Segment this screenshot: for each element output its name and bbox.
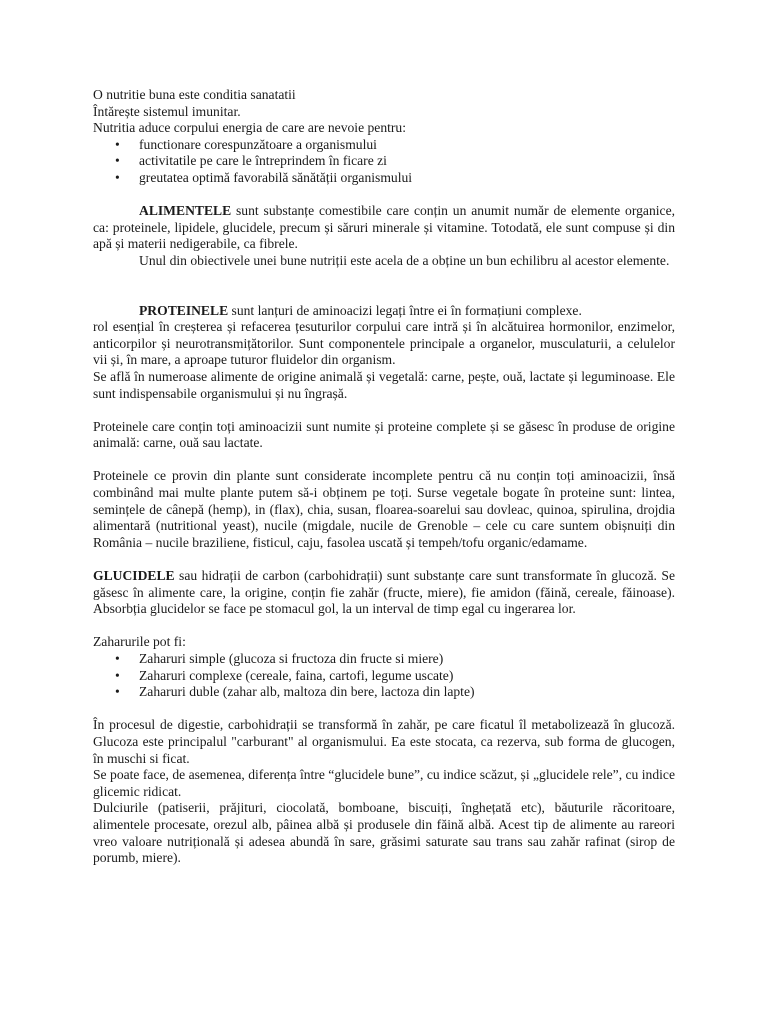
list-item-text: greutatea optimă favorabilă sănătății organismului <box>139 169 413 185</box>
zaharuri-bullet-list <box>93 651 675 701</box>
intro-line-1: O nutritie buna este conditia sanatatii <box>93 87 296 102</box>
list-item <box>93 153 675 170</box>
list-item-text: activitatile pe care le întreprindem în ficare zi <box>139 153 387 169</box>
list-item <box>93 137 675 154</box>
list-item-text: Zaharuri complexe (cereale, faina, cartofi, legume uscate) <box>139 667 454 683</box>
document-body <box>93 87 675 867</box>
proteine-paragraph <box>93 303 675 320</box>
glucide-paragraph-4: Dulciurile (patiserii, prăjituri, ciocolată, bomboane, biscuiți, înghețată etc), băuturile răcoritoare, alimentele procesate, orezul alb, pâinea albă și produsele din făină albă. Acest tip de alimente au rareori vreo valoare nutrițională și adesea abundă în sare, grăsimi saturate sau trans sau zahăr rafinat (sirop de porumb, miere). <box>93 800 675 866</box>
glucide-text: sau hidrații de carbon (carbohidrații) sunt substanțe care sunt transformate în glucoză. Se găsesc în alimente care, la origine, conțin fie zahăr (fructe, miere), fie amidon (făină, cereale, făinoase). Absorbția glucidelor se face pe stomacul gol, la un interval de timp egal cu ingerarea lor. <box>93 568 675 617</box>
alimente-paragraph <box>93 203 675 253</box>
list-item <box>93 651 675 668</box>
alimente-keyword: ALIMENTELE <box>139 203 232 219</box>
bullet-icon: • <box>115 651 120 666</box>
list-item-text: functionare corespunzătoare a organismului <box>139 136 377 152</box>
alimente-paragraph-2: Unul din obiectivele unei bune nutriții este acela de a obține un bun echilibru al acestor elemente. <box>139 252 670 268</box>
intro-bullet-list <box>93 137 675 187</box>
glucide-paragraph-3: Se poate face, de asemenea, diferența între “glucidele bune”, cu indice scăzut, și „glucidele rele”, cu indice glicemic ridicat. <box>93 767 675 799</box>
bullet-icon: • <box>115 667 120 683</box>
list-item-text: Zaharuri duble (zahar alb, maltoza din bere, lactoza din lapte) <box>139 684 475 700</box>
list-item <box>93 668 675 685</box>
intro-line-2: Întărește sistemul imunitar. <box>93 103 241 119</box>
bullet-icon: • <box>115 136 120 152</box>
proteine-paragraph-5: Proteinele ce provin din plante sunt considerate incomplete pentru că nu conțin toți aminoacizii, însă combinând mai multe plante putem să-i obținem pe toți. Surse vegetale bogate în proteine sunt: lintea, semințele de cânepă (hemp), in (flax), chia, susan, floarea-soarelui sau dovleac, quinoa, spirulina, drojdia alimentară (nutritional yeast), nucile (migdale, nucile de Grenoble – cele cu care suntem obișnuiți din România – nucile braziliene, fisticul, caju, fasolea uscată și tempeh/tofu organic/edamame. <box>93 468 675 550</box>
bullet-icon: • <box>115 684 120 700</box>
list-item <box>93 684 675 701</box>
proteine-paragraph-2: rol esențial în creșterea și refacerea țesuturilor corpului care intră și în alcătuirea hormonilor, enzimelor, anticorpilor și neurotransmițătorilor. Sunt componentele principale a organelor, musculaturii, a celulelor vii și, în mare, a aproape tuturor fluidelor din organism. <box>93 319 675 368</box>
glucide-paragraph <box>93 568 675 618</box>
proteine-paragraph-3: Se află în numeroase alimente de origine animală și vegetală: carne, pește, ouă, lactate și leguminoase. Ele sunt indispensabile organismului și nu îngrașă. <box>93 368 675 401</box>
proteine-text: sunt lanțuri de aminoacizi legați între ei în formațiuni complexe. <box>231 302 582 318</box>
proteine-keyword: PROTEINELE <box>139 302 229 318</box>
list-item <box>93 170 675 187</box>
proteine-paragraph-4: Proteinele care conțin toți aminoacizii sunt numite și proteine complete și se găsesc în produse de origine animală: carne, ouă sau lactate. <box>93 418 675 451</box>
alimente-text: sunt substanțe comestibile care conțin un anumit număr de elemente organice, ca: proteinele, lipidele, glucidele, precum și săruri minerale și vitamine. Totodată, ele sunt compuse și din apă și materii nedigerabile, ca fibrele. <box>93 203 675 252</box>
bullet-icon: • <box>115 169 120 185</box>
glucide-paragraph-2: În procesul de digestie, carbohidrații se transformă în zahăr, pe care ficatul îl metabolizează în glucoză. Glucoza este principalul "carburant" al organismului. Ea este stocata, ca rezerva, sub forma de glucogen, în muschi si ficat. <box>93 717 675 766</box>
glucide-keyword: GLUCIDELE <box>93 568 175 584</box>
list-item-text: Zaharuri simple (glucoza si fructoza din fructe si miere) <box>139 651 444 666</box>
bullet-icon: • <box>115 153 120 169</box>
zaharuri-intro: Zaharurile pot fi: <box>93 634 186 650</box>
intro-line-3: Nutritia aduce corpului energia de care are nevoie pentru: <box>93 120 407 136</box>
